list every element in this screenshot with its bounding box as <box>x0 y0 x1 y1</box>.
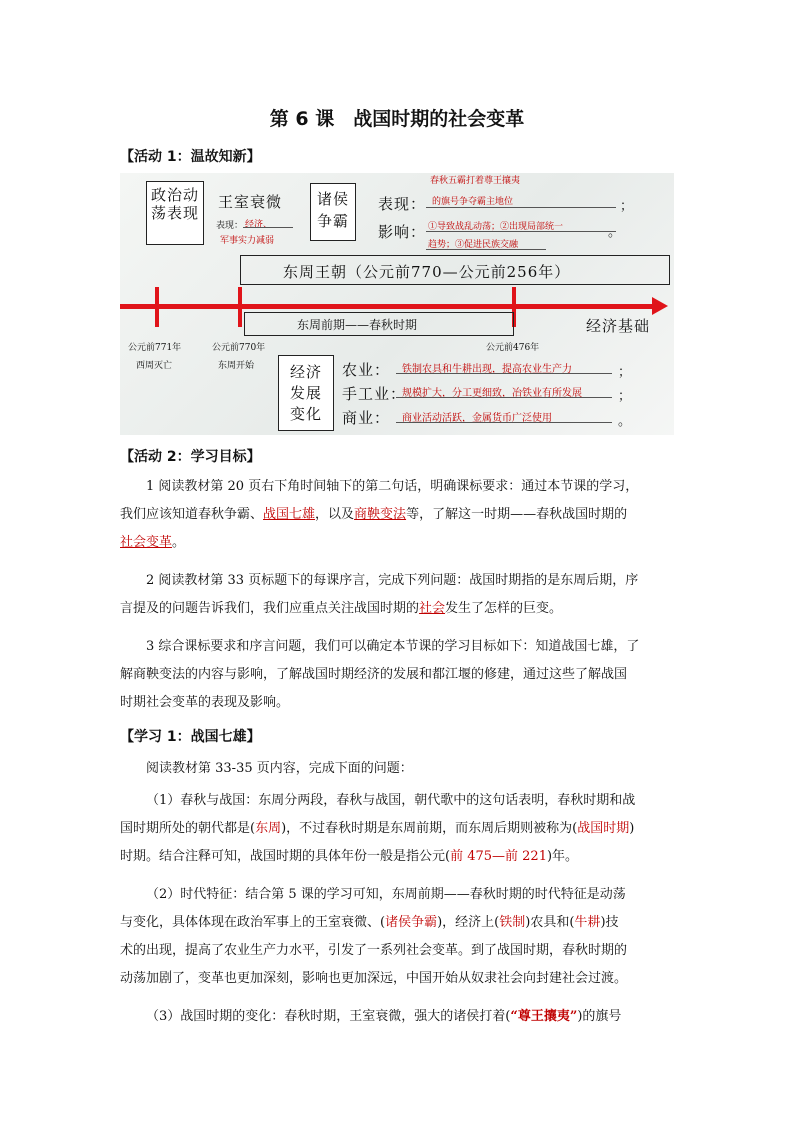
dynasty-label: 东周王朝（公元前770—公元前256年） <box>283 263 571 281</box>
yingxiang-text-1: ①导致战乱动荡；②出现局部统一 <box>428 222 564 232</box>
text: )，经济上( <box>437 915 500 930</box>
text: 与变化，具体体现在政治军事上的王室衰微、( <box>120 915 386 930</box>
comm-text: 商业活动活跃，金属货币广泛使用 <box>402 413 552 424</box>
craft-semicolon: ； <box>618 389 632 404</box>
dynasty-box <box>240 255 670 285</box>
text: ，以及 <box>315 507 355 522</box>
text: 等，了解这一时期——春秋战国时期的 <box>406 507 628 522</box>
yingxiang-label: 影响： <box>378 223 427 241</box>
text: 言提及的问题告诉我们，我们应重点关注战国时期的 <box>120 601 420 616</box>
activity2-heading: 【活动 2：学习目标】 <box>120 449 261 465</box>
agri-label: 农业： <box>342 361 391 379</box>
yingxiang-period: 。 <box>608 225 622 240</box>
text: )的旗号 <box>577 1009 622 1024</box>
text: ) <box>629 821 635 836</box>
agri-text: 铁制农具和牛耕出现，提高农业生产力 <box>402 364 572 375</box>
text: )，不过春秋时期是东周前期，而东周后期则被称为( <box>281 821 578 836</box>
answer-shehui: 社会 <box>419 601 446 616</box>
econ-box <box>278 355 334 431</box>
text: 时期。结合注释可知，战国时期的具体年份一般是指公元( <box>120 849 451 864</box>
wangshi-answer-1: 经济、 <box>245 220 273 230</box>
activity2-paragraph-3 <box>120 636 680 714</box>
study1-intro: 阅读教材第 33-35 页内容，完成下面的问题： <box>146 761 413 776</box>
comm-label: 商业： <box>342 409 391 427</box>
answer-zhanguo-shiqi: 战国时期 <box>577 821 630 836</box>
zhuhou-label: 诸侯争霸 <box>317 190 350 230</box>
q3-line1 <box>120 1006 680 1028</box>
activity2-p3-line3: 时期社会变革的表现及影响。 <box>120 695 290 710</box>
q1-line2 <box>120 818 680 840</box>
biaoxian-text-1: 春秋五霸打着尊王攘夷 <box>430 176 521 186</box>
activity2-paragraph-2 <box>120 570 680 620</box>
craft-label: 手工业： <box>342 385 407 403</box>
study1-question-2 <box>120 884 680 990</box>
activity2-p1-line1: 1 阅读教材第 20 页右下角时间轴下的第二句话，明确课标要求：通过本节课的学习， <box>146 479 639 494</box>
q2-line3: 术的出现，提高了农业生产力水平，引发了一系列社会变革。到了战国时期，春秋时期的 <box>120 943 628 958</box>
biaoxian-semicolon: ； <box>620 199 634 214</box>
econ-basis-label: 经济基础 <box>586 317 651 335</box>
text: )年。 <box>546 849 579 864</box>
q2-line1: （2）时代特征：结合第 5 课的学习可知，东周前期——春秋时期的时代特征是动荡 <box>146 887 626 902</box>
wangshi-biaoxian-prefix: 表现： <box>216 221 244 231</box>
agri-semicolon: ； <box>618 365 632 380</box>
timeline-date-771: 公元前771年 <box>128 343 182 353</box>
wangshi-answer-2: 军事实力减弱 <box>220 236 275 246</box>
biaoxian-text-2: 的旗号争夺霸主地位 <box>432 197 514 207</box>
activity2-paragraph-1 <box>120 476 680 554</box>
answer-niugeng: 牛耕 <box>574 915 601 930</box>
timeline-figure <box>120 173 674 435</box>
timeline-event-770: 东周开始 <box>218 361 255 371</box>
study1-question-3 <box>120 1006 680 1028</box>
activity1-heading: 【活动 1：温故知新】 <box>120 149 261 165</box>
text: )技 <box>600 915 619 930</box>
text: 发生了怎样的巨变。 <box>445 601 563 616</box>
activity2-p2-line1: 2 阅读教材第 33 页标题下的每课序言，完成下列问题：战国时期指的是东周后期，序 <box>146 573 639 588</box>
text: 我们应该知道春秋争霸、 <box>120 507 264 522</box>
answer-shehui-biange: 社会变革 <box>120 535 173 550</box>
timeline-arrow-icon <box>652 297 668 315</box>
activity2-p3-line2: 解商鞅变法的内容与影响，了解战国时期经济的发展和都江堰的修建，通过这些了解战国 <box>120 667 628 682</box>
comm-period: 。 <box>618 414 632 429</box>
study1-heading: 【学习 1：战国七雄】 <box>120 729 261 745</box>
early-period-label: 东周前期——春秋时期 <box>297 318 418 332</box>
page-title: 第 6 课 战国时期的社会变革 <box>269 108 525 130</box>
q2-line4: 动荡加剧了，变革也更加深刻，影响也更加深远，中国开始从奴隶社会向封建社会过渡。 <box>120 971 628 986</box>
activity2-p1-line3 <box>120 532 680 554</box>
biaoxian-label: 表现： <box>378 195 427 213</box>
timeline-date-476: 公元前476年 <box>486 343 540 353</box>
early-period-box <box>244 312 514 336</box>
q1-line1: （1）春秋与战国：东周分两段，春秋与战国，朝代歌中的这句话表明，春秋时期和战 <box>146 793 636 808</box>
timeline-date-770: 公元前770年 <box>212 343 266 353</box>
activity2-p3-line1: 3 综合课标要求和序言问题，我们可以确定本节课的学习目标如下：知道战国七雄，了 <box>146 639 640 654</box>
timeline-axis <box>120 304 656 309</box>
answer-zhanguo-qixiong: 战国七雄 <box>263 507 316 522</box>
timeline-tick-770 <box>238 287 242 327</box>
political-box <box>146 181 204 245</box>
study1-question-1 <box>120 790 680 868</box>
zhuhou-box <box>310 183 356 241</box>
answer-shangyang-bianfa: 商鞅变法 <box>354 507 407 522</box>
activity2-p1-line2 <box>120 504 680 526</box>
political-box-label: 政治动荡表现 <box>151 186 200 222</box>
text: )农具和( <box>525 915 575 930</box>
econ-box-label: 经济发展变化 <box>289 363 322 423</box>
activity2-p2-line2 <box>120 598 680 620</box>
answer-dongzhou: 东周 <box>255 821 282 836</box>
answer-tiezhi: 铁制 <box>499 915 526 930</box>
timeline-tick-771 <box>155 287 159 327</box>
answer-zunwang-rangyi: “尊王攘夷” <box>510 1009 578 1024</box>
text: 国时期所处的朝代都是( <box>120 821 256 836</box>
text: （3）战国时期的变化：春秋时期，王室衰微，强大的诸侯打着( <box>146 1009 511 1024</box>
yingxiang-text-2: 趋势；③促进民族交融 <box>428 240 519 250</box>
text: 。 <box>172 535 186 550</box>
timeline-event-771: 西周灭亡 <box>136 361 173 371</box>
wangshi-label: 王室衰微 <box>218 193 283 211</box>
answer-zhuhou-zhengba: 诸侯争霸 <box>385 915 438 930</box>
q2-line2 <box>120 912 680 934</box>
q1-line3 <box>120 846 680 868</box>
craft-text: 规模扩大，分工更细致，冶铁业有所发展 <box>402 388 582 399</box>
answer-years: 前 475—前 221 <box>450 849 547 864</box>
